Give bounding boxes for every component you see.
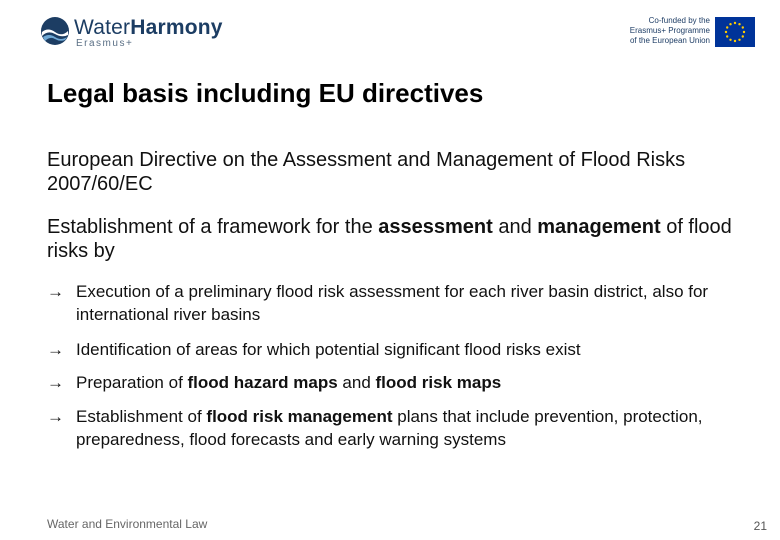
arrow-icon: → [47,407,64,426]
list-item: → Identification of areas for which potential significant flood risks exist [47,340,581,359]
footer-course-name: Water and Environmental Law [47,517,208,531]
eu-star [725,31,727,33]
eu-flag-icon [715,17,755,47]
eu-star [734,40,736,42]
arrow-icon: → [47,373,64,392]
eu-star [743,31,745,33]
logo-title: WaterHarmony [74,16,223,39]
arrow-icon: → [47,340,64,359]
list-item: → Execution of a preliminary flood risk assessment for each river basin district, also for international river basins [47,282,709,324]
eu-star [729,23,731,25]
framework-paragraph: Establishment of a framework for the assessment and management of flood risks by [47,216,732,262]
eu-star [742,26,744,28]
eu-star [726,26,728,28]
eu-star [738,39,740,41]
logo-subtitle: Erasmus+ [76,38,134,49]
list-item: → Preparation of flood hazard maps and flood risk maps [47,373,502,392]
slide-title: Legal basis including EU directives [47,78,484,108]
list-item: → Establishment of flood risk management plans that include prevention, protection, preparedness, flood forecasts and early warning systems [47,407,703,449]
water-harmony-logo [40,14,240,50]
eu-cofunded-text: Co-funded by the Erasmus+ Programme of the European Union [629,16,710,45]
page-number: 21 [753,519,767,533]
eu-cofunded-badge [618,16,758,50]
eu-star [738,23,740,25]
eu-star [734,22,736,24]
eu-star [742,35,744,37]
eu-star [729,39,731,41]
arrow-icon: → [47,282,64,301]
water-drop-logo-icon [40,16,70,46]
directive-paragraph: European Directive on the Assessment and Management of Flood Risks 2007/60/EC [47,149,686,195]
eu-star [726,35,728,37]
